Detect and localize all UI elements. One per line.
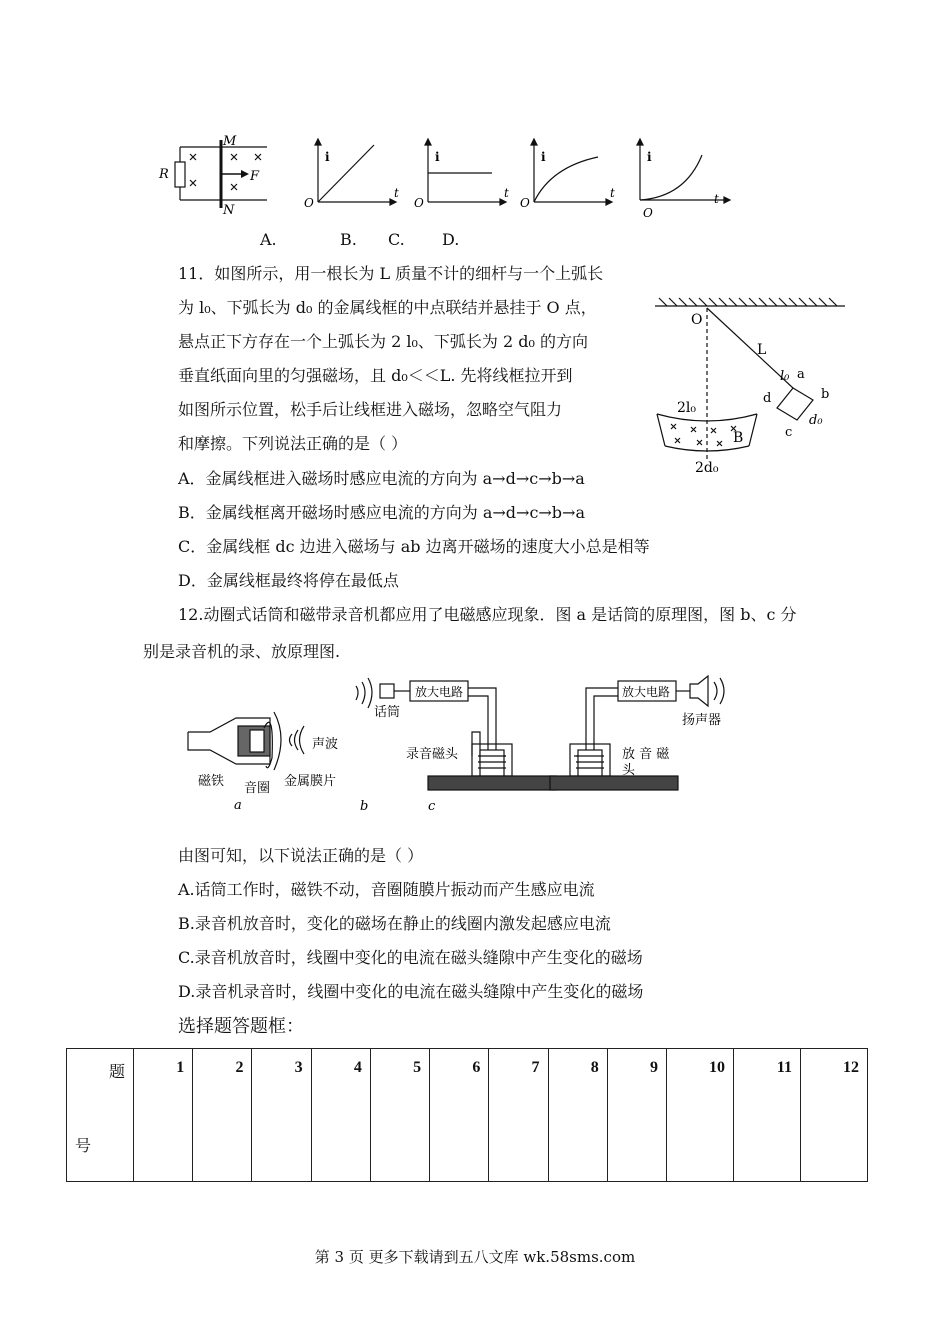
pendulum-label-O: O — [691, 312, 703, 328]
graph-b-y-label: i — [435, 150, 440, 164]
pendulum-label-c: c — [785, 425, 793, 440]
q11-option-b: B．金属线框离开磁场时感应电流的方向为 a→d→c→b→a — [178, 503, 585, 522]
answer-header-cell — [67, 1049, 134, 1182]
answer-box-title: 选择题答题框： — [178, 1016, 304, 1037]
field-bottom-arc-label: 2d₀ — [695, 460, 719, 476]
q10-option-b: B. — [340, 230, 357, 249]
mic-label-coil: 音圈 — [244, 781, 271, 796]
q10-option-a: A. — [260, 230, 277, 249]
answer-cell[interactable]: 2 — [193, 1049, 252, 1182]
q11-option-c: C．金属线框 dc 边进入磁场与 ab 边离开磁场的速度大小总是相等 — [178, 537, 650, 556]
pendulum-label-a: a — [797, 367, 805, 382]
answer-cell[interactable]: 5 — [370, 1049, 429, 1182]
q12-stem: 由图可知，以下说法正确的是（ ） — [178, 846, 424, 865]
circuit-label-F: F — [250, 169, 260, 184]
q11-text-line: 为 l₀、下弧长为 d₀ 的金属线框的中点联结并悬挂于 O 点， — [178, 298, 597, 317]
graph-d-origin: O — [643, 206, 653, 220]
circuit-label-N: N — [223, 203, 235, 217]
graph-c-y-label: i — [541, 150, 546, 164]
q12-text-line: 12.动圈式话筒和磁带录音机都应用了电磁感应现象．图 a 是话筒的原理图，图 b、c 分 — [178, 605, 797, 624]
q11-text-line: 如图所示位置，松手后让线框进入磁场，忽略空气阻力 — [178, 400, 563, 419]
graph-d-y-label: i — [647, 150, 652, 164]
rec-label-mic: 话筒 — [374, 705, 401, 720]
answer-header-top: 题 — [108, 1064, 125, 1081]
q12-option-b: B.录音机放音时，变化的磁场在静止的线圈内激发起感应电流 — [178, 914, 611, 933]
q11-text-line: 垂直纸面向里的匀强磁场，且 d₀＜＜L. 先将线框拉开到 — [178, 366, 573, 385]
answer-cell[interactable]: 6 — [430, 1049, 489, 1182]
pendulum-label-l0: l₀ — [780, 369, 790, 384]
q11-option-d: D．金属线框最终将停在最低点 — [178, 571, 399, 590]
q11-text-line: 悬点正下方存在一个上弧长为 2 l₀、下弧长为 2 d₀ 的方向 — [178, 332, 588, 351]
circuit-label-M: M — [223, 134, 237, 149]
answer-cell[interactable]: 7 — [489, 1049, 548, 1182]
q12-option-d: D.录音机录音时，线圈中变化的电流在磁头缝隙中产生变化的磁场 — [178, 982, 644, 1001]
answer-cell[interactable]: 11 — [734, 1049, 801, 1182]
q10-graph-c — [516, 137, 621, 212]
q12-text-line: 别是录音机的录、放原理图. — [143, 642, 341, 661]
rec-label-head: 录音磁头 — [406, 747, 459, 762]
q12-option-c: C.录音机放音时，线圈中变化的电流在磁头缝隙中产生变化的磁场 — [178, 948, 643, 967]
q10-graph-b — [410, 137, 515, 212]
graph-c-x-label: t — [610, 186, 615, 200]
graph-a-x-label: t — [394, 186, 399, 200]
answer-table — [66, 1048, 868, 1182]
figure-caption-a: a — [234, 798, 242, 810]
circuit-label-R: R — [159, 167, 169, 182]
answer-cell[interactable]: 4 — [311, 1049, 370, 1182]
play-label-head-2: 头 — [622, 763, 636, 778]
q11-text-line: 11．如图所示，用一根长为 L 质量不计的细杆与一个上弧长 — [178, 264, 604, 283]
graph-a-origin: O — [304, 196, 314, 210]
field-label-B: B — [733, 430, 744, 446]
field-top-arc-label: 2l₀ — [677, 400, 696, 416]
play-label-amp: 放大电路 — [622, 685, 671, 699]
answer-cell[interactable]: 1 — [134, 1049, 193, 1182]
answer-header-bottom: 号 — [75, 1138, 92, 1155]
mic-label-sound: 声波 — [312, 737, 339, 752]
page-footer: 第 3 页 更多下载请到五八文库 wk.58sms.com — [314, 1248, 636, 1266]
answer-cell[interactable]: 12 — [801, 1049, 868, 1182]
q11-pendulum-figure — [645, 296, 850, 478]
answer-cell[interactable]: 9 — [607, 1049, 666, 1182]
q11-text-line: 和摩擦。下列说法正确的是（ ） — [178, 434, 408, 453]
answer-cell[interactable]: 8 — [548, 1049, 607, 1182]
graph-a-y-label: i — [325, 150, 330, 164]
q12-recorder-figure — [348, 672, 728, 817]
graph-d-x-label: t — [714, 192, 719, 206]
pendulum-label-L: L — [757, 342, 767, 358]
play-label-speaker: 扬声器 — [682, 713, 722, 728]
mic-label-magnet: 磁铁 — [198, 774, 225, 789]
mic-label-diaphragm: 金属膜片 — [284, 774, 337, 789]
q10-circuit-figure — [155, 132, 275, 217]
pendulum-label-b: b — [821, 387, 830, 402]
q10-option-c: C. — [388, 230, 405, 249]
graph-c-origin: O — [520, 196, 530, 210]
rec-label-amp: 放大电路 — [415, 685, 464, 699]
q12-option-a: A.话筒工作时，磁铁不动，音圈随膜片振动而产生感应电流 — [178, 880, 595, 899]
graph-b-origin: O — [414, 196, 424, 210]
graph-b-x-label: t — [504, 186, 509, 200]
answer-cell[interactable]: 3 — [252, 1049, 311, 1182]
answer-cell[interactable]: 10 — [667, 1049, 734, 1182]
q10-graph-d — [630, 137, 740, 222]
pendulum-label-d: d — [763, 391, 772, 406]
play-label-head-1: 放 音 磁 — [622, 747, 670, 762]
q11-option-a: A．金属线框进入磁场时感应电流的方向为 a→d→c→b→a — [178, 469, 585, 488]
q12-microphone-figure — [180, 688, 350, 810]
pendulum-label-d0: d₀ — [809, 413, 823, 428]
figure-caption-c: c — [428, 799, 436, 814]
figure-caption-b: b — [360, 799, 369, 814]
q10-option-d: D. — [442, 230, 460, 249]
q10-graph-a — [300, 137, 405, 212]
